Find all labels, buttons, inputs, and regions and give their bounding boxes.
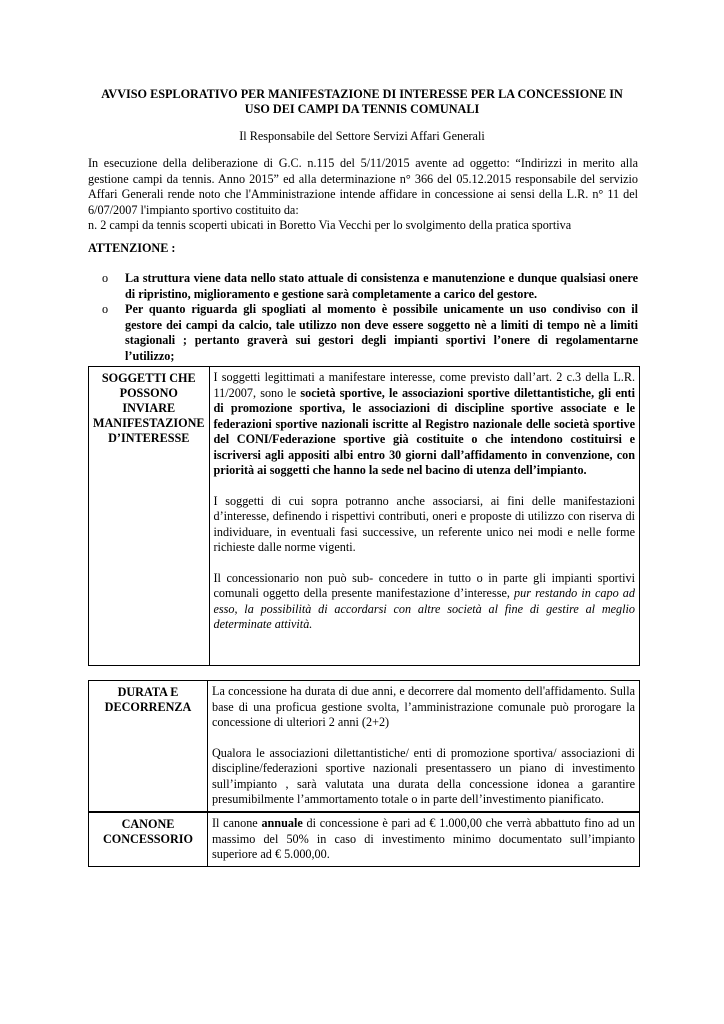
issuer-line: Il Responsabile del Settore Servizi Affari Generali — [239, 129, 485, 143]
canone-content — [208, 813, 640, 867]
soggetti-p1-text: I soggetti legittimati a manifestare interesse, come previsto dall’art. 2 c.3 della L.R. 11/2007, sono le — [213, 370, 635, 400]
soggetti-p1-bold: società sportive, le associazioni sportive dilettantistiche, gli enti di promozione sportiva, le associazioni di discipline sportive associate e le federazioni sportive nazionali iscritte al Registro nazionale delle società sportive del CONI/Federazione sportive già costituite o che intendono costituirsi e iscriversi agli appositi albi entro 30 giorni dall’affidamento in convenzione, con priorità ai soggetti che hanno la sede nel bacino di utenza dell’impianto. — [213, 385, 635, 477]
attention-item-text: La struttura viene data nello stato attuale di consistenza e manutenzione e dunque qualsiasi onere di ripristino, miglioramento e gestione sarà completamente a carico del gestore. — [125, 271, 638, 301]
bullet-marker: o — [102, 271, 109, 285]
attention-item — [88, 302, 638, 364]
attention-list — [88, 271, 638, 364]
intro-paragraph — [88, 156, 638, 234]
canone-text-bold: annuale — [261, 816, 303, 830]
durata-table — [88, 680, 640, 812]
title-line-2: USO DEI CAMPI DA TENNIS COMUNALI — [244, 102, 480, 116]
soggetti-label: SOGGETTI CHE POSSONO INVIARE MANIFESTAZIONE D’INTERESSE — [89, 367, 210, 666]
intro-facility-line: n. 2 campi da tennis scoperti ubicati in Boretto Via Vecchi per lo svolgimento della pratica sportiva — [88, 218, 572, 232]
soggetti-paragraph-2: I soggetti di cui sopra potranno anche associarsi, ai fini delle manifestazioni d’interesse, definendo i rispettivi contributi, oneri e proposte di utilizzo con riserva di individuare, in eventuali fasi successive, un referente unico nei modi e nelle forme richieste dalle norme vigenti. — [213, 493, 635, 554]
title-line-1: AVVISO ESPLORATIVO PER MANIFESTAZIONE DI INTERESSE PER LA CONCESSIONE IN — [101, 87, 623, 101]
soggetti-paragraph-3 — [214, 571, 636, 633]
soggetti-p3-text: Il concessionario non può sub- concedere in tutto o in parte gli impianti sportivi comunali oggetto della presente manifestazione d’interesse, — [213, 570, 635, 600]
soggetti-paragraph-1 — [214, 370, 636, 479]
canone-label: CANONE CONCESSORIO — [89, 813, 208, 867]
canone-text-prefix: Il canone — [212, 816, 262, 830]
durata-label: DURATA E DECORRENZA — [89, 681, 208, 812]
durata-content — [208, 681, 640, 812]
bullet-marker: o — [102, 302, 109, 316]
intro-text: In esecuzione della deliberazione di G.C. n.115 del 5/11/2015 avente ad oggetto: “Indirizzi in merito alla gestione campi da tennis. Anno 2015” ed alla determinazione n° 366 del 05.12.2015 responsabile del servizio Affari Generali rende noto che l'Amministrazione intende affidare in concessione ai sensi della L.R. n° 11 del 6/07/2007 l'impianto sportivo costituito da: — [88, 156, 638, 217]
soggetti-p3-italic: pur restando in capo ad esso, la possibilità di accordarsi con altre società al fine di gestire al meglio determinate attività. — [213, 586, 635, 631]
attention-item-text: Per quanto riguarda gli spogliati al momento è possibile unicamente un uso condiviso con il gestore dei campi da calcio, tale utilizzo non deve essere soggetto nè a limiti di tempo nè a limiti stagionali ; pertanto graverà sui gestori degli impianti sportivi l’onere di regolamentarne l’utilizzo; — [125, 302, 638, 363]
canone-table — [88, 812, 640, 867]
document-title — [88, 87, 636, 117]
attention-heading: ATTENZIONE : — [88, 241, 176, 255]
soggetti-table — [88, 366, 640, 666]
canone-text-suffix: di concessione è pari ad € 1.000,00 che verrà abbattuto fino ad un massimo del 50% in caso di investimento minimo documentato sull’impianto superiore ad € 5.000,00. — [212, 816, 635, 861]
attention-item — [88, 271, 638, 302]
durata-paragraph-2: Qualora le associazioni dilettantistiche/ enti di promozione sportiva/ associazioni di discipline/federazioni sportive nazionali presentassero un piano di investimento sull’impianto , sarà valutata una durata della concessione idonea a garantire presumibilmente l’ammortamento totale o in parte dell’investimento pianificato. — [212, 745, 635, 806]
durata-paragraph-1: La concessione ha durata di due anni, e decorrere dal momento dell'affidamento. Sulla base di una proficua gestione svolta, l’amministrazione comunale può prorogare la concessione di ulteriori 2 anni (2+2) — [212, 684, 635, 729]
soggetti-content — [209, 367, 640, 666]
